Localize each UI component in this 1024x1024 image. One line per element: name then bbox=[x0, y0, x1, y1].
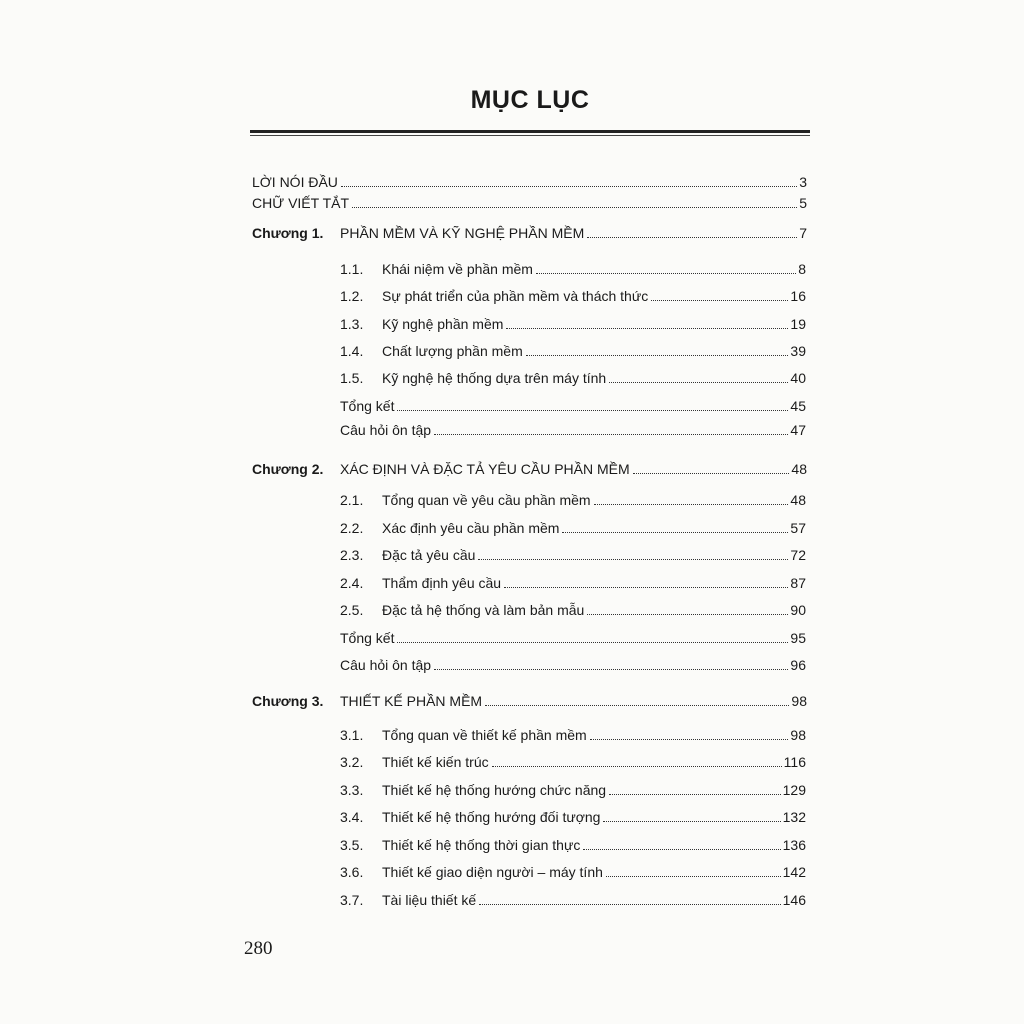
toc-entry-label: THIẾT KẾ PHẦN MỀM bbox=[340, 693, 483, 709]
toc-entry-number: 1.3. bbox=[340, 316, 364, 332]
toc-entry-page: 45 bbox=[790, 398, 806, 414]
leader-dots bbox=[526, 354, 789, 356]
toc-entry-number: Chương 3. bbox=[252, 693, 324, 709]
toc-entry bbox=[340, 421, 806, 439]
toc-entry bbox=[340, 726, 806, 744]
toc-entry bbox=[340, 287, 806, 305]
leader-dots bbox=[504, 586, 788, 588]
toc-entry-page: 72 bbox=[790, 547, 806, 563]
leader-dots bbox=[485, 704, 789, 706]
toc-entry-page: 129 bbox=[782, 782, 806, 798]
toc-entry-number: 3.1. bbox=[340, 727, 364, 743]
leader-dots bbox=[397, 409, 788, 411]
leader-dots bbox=[587, 613, 788, 615]
toc-entry-page: 136 bbox=[782, 837, 806, 853]
page-number: 280 bbox=[244, 938, 273, 959]
leader-dots bbox=[562, 531, 788, 533]
toc-entry-number: 1.2. bbox=[340, 288, 364, 304]
leader-dots bbox=[606, 875, 781, 877]
toc-entry-number: 2.3. bbox=[340, 547, 364, 563]
toc-entry-page: 7 bbox=[799, 225, 807, 241]
toc-entry-page: 57 bbox=[790, 520, 806, 536]
toc-entry bbox=[340, 397, 806, 415]
toc-entry-number: 2.4. bbox=[340, 575, 364, 591]
toc-entry-label: Thiết kế giao diện người – máy tính bbox=[382, 864, 603, 880]
toc-entry-page: 98 bbox=[790, 727, 806, 743]
toc-entry bbox=[340, 863, 806, 881]
leader-dots bbox=[536, 272, 796, 274]
toc-entry-number: 1.5. bbox=[340, 370, 364, 386]
leader-dots bbox=[506, 327, 788, 329]
leader-dots bbox=[609, 793, 781, 795]
leader-dots bbox=[352, 206, 797, 208]
toc-entry-page: 95 bbox=[790, 630, 806, 646]
toc-entry bbox=[340, 656, 806, 674]
title-rule-thin bbox=[250, 135, 810, 136]
leader-dots bbox=[397, 641, 788, 643]
toc-entry bbox=[340, 342, 806, 360]
toc-entry bbox=[340, 546, 806, 564]
toc-entry-number: Chương 1. bbox=[252, 225, 324, 241]
toc-entry-number: 3.2. bbox=[340, 754, 364, 770]
toc-entry-label: Sự phát triển của phần mềm và thách thức bbox=[382, 288, 649, 304]
leader-dots bbox=[587, 236, 797, 238]
toc-entry bbox=[340, 808, 806, 826]
title-rule-thick bbox=[250, 130, 810, 133]
toc-entry-label: Kỹ nghệ hệ thống dựa trên máy tính bbox=[382, 370, 607, 386]
toc-entry-page: 90 bbox=[790, 602, 806, 618]
toc-entry bbox=[340, 315, 806, 333]
toc-entry-label: Tổng quan về yêu cầu phần mềm bbox=[382, 492, 591, 508]
toc-entry bbox=[252, 194, 807, 212]
toc-entry bbox=[252, 460, 807, 478]
toc-entry-label: CHỮ VIẾT TẮT bbox=[252, 195, 350, 211]
leader-dots bbox=[434, 668, 788, 670]
toc-entry-page: 40 bbox=[790, 370, 806, 386]
toc-entry-page: 142 bbox=[782, 864, 806, 880]
toc-entry-page: 96 bbox=[790, 657, 806, 673]
toc-entry bbox=[340, 601, 806, 619]
toc-entry-label: Đặc tả hệ thống và làm bản mẫu bbox=[382, 602, 585, 618]
leader-dots bbox=[341, 185, 797, 187]
toc-entry-page: 146 bbox=[782, 892, 806, 908]
page-title: MỤC LỤC bbox=[470, 86, 590, 114]
toc-entry bbox=[340, 781, 806, 799]
toc-entry-label: Đặc tả yêu cầu bbox=[382, 547, 476, 563]
toc-entry-label: Tổng quan về thiết kế phần mềm bbox=[382, 727, 587, 743]
toc-entry-label: Chất lượng phần mềm bbox=[382, 343, 523, 359]
toc-entry-number: Chương 2. bbox=[252, 461, 324, 477]
toc-entry-number: 1.4. bbox=[340, 343, 364, 359]
toc-entry-number: 3.6. bbox=[340, 864, 364, 880]
toc-entry-number: 2.5. bbox=[340, 602, 364, 618]
toc-entry-label: Khái niệm về phần mềm bbox=[382, 261, 533, 277]
toc-entry-label: Thẩm định yêu cầu bbox=[382, 575, 502, 591]
toc-entry-number: 1.1. bbox=[340, 261, 364, 277]
leader-dots bbox=[603, 820, 780, 822]
leader-dots bbox=[609, 381, 788, 383]
toc-entry-page: 19 bbox=[790, 316, 806, 332]
toc-entry-page: 87 bbox=[790, 575, 806, 591]
toc-entry-page: 48 bbox=[791, 461, 807, 477]
toc-entry-label: Câu hỏi ôn tập bbox=[340, 422, 432, 438]
toc-entry-page: 116 bbox=[783, 754, 806, 770]
toc-entry-number: 2.2. bbox=[340, 520, 364, 536]
toc-entry-page: 48 bbox=[790, 492, 806, 508]
leader-dots bbox=[590, 738, 789, 740]
toc-entry-label: Tài liệu thiết kế bbox=[382, 892, 477, 908]
toc-entry-label: Câu hỏi ôn tập bbox=[340, 657, 432, 673]
toc-entry bbox=[340, 753, 806, 771]
toc-entry-page: 132 bbox=[782, 809, 806, 825]
toc-entry-label: Tổng kết bbox=[340, 630, 395, 646]
toc-entry bbox=[340, 836, 806, 854]
toc-entry-label: Xác định yêu cầu phần mềm bbox=[382, 520, 560, 536]
leader-dots bbox=[594, 503, 789, 505]
toc-entry bbox=[340, 629, 806, 647]
toc-entry bbox=[340, 519, 806, 537]
toc-entry-page: 47 bbox=[790, 422, 806, 438]
toc-entry-number: 3.7. bbox=[340, 892, 364, 908]
toc-entry-label: Thiết kế hệ thống hướng đối tượng bbox=[382, 809, 601, 825]
toc-entry-number: 2.1. bbox=[340, 492, 364, 508]
toc-entry-label: LỜI NÓI ĐẦU bbox=[252, 174, 338, 190]
toc-entry-page: 5 bbox=[799, 195, 807, 211]
leader-dots bbox=[633, 472, 790, 474]
toc-entry-label: Tổng kết bbox=[340, 398, 395, 414]
leader-dots bbox=[492, 765, 782, 767]
toc-entry bbox=[252, 692, 807, 710]
leader-dots bbox=[478, 558, 788, 560]
toc-entry bbox=[252, 224, 807, 242]
toc-entry-page: 39 bbox=[790, 343, 806, 359]
toc-entry bbox=[252, 173, 807, 191]
toc-entry-label: XÁC ĐỊNH VÀ ĐẶC TẢ YÊU CẦU PHẦN MỀM bbox=[340, 461, 630, 477]
toc-entry-number: 3.3. bbox=[340, 782, 364, 798]
toc-entry-label: Thiết kế hệ thống hướng chức năng bbox=[382, 782, 607, 798]
leader-dots bbox=[479, 903, 780, 905]
toc-entry-page: 16 bbox=[790, 288, 806, 304]
toc-entry bbox=[340, 891, 806, 909]
toc-entry-number: 3.4. bbox=[340, 809, 364, 825]
toc-entry-page: 98 bbox=[791, 693, 807, 709]
toc-entry-label: Thiết kế hệ thống thời gian thực bbox=[382, 837, 581, 853]
toc-entry bbox=[340, 491, 806, 509]
leader-dots bbox=[651, 299, 788, 301]
toc-entry-label: Thiết kế kiến trúc bbox=[382, 754, 489, 770]
toc-entry-page: 8 bbox=[798, 261, 806, 277]
toc-entry bbox=[340, 574, 806, 592]
toc-entry bbox=[340, 260, 806, 278]
leader-dots bbox=[583, 848, 780, 850]
toc-entry-page: 3 bbox=[799, 174, 807, 190]
toc-entry-number: 3.5. bbox=[340, 837, 364, 853]
leader-dots bbox=[434, 433, 788, 435]
toc-entry-label: PHẦN MỀM VÀ KỸ NGHỆ PHẦN MỀM bbox=[340, 225, 585, 241]
toc-entry bbox=[340, 369, 806, 387]
toc-entry-label: Kỹ nghệ phần mềm bbox=[382, 316, 504, 332]
